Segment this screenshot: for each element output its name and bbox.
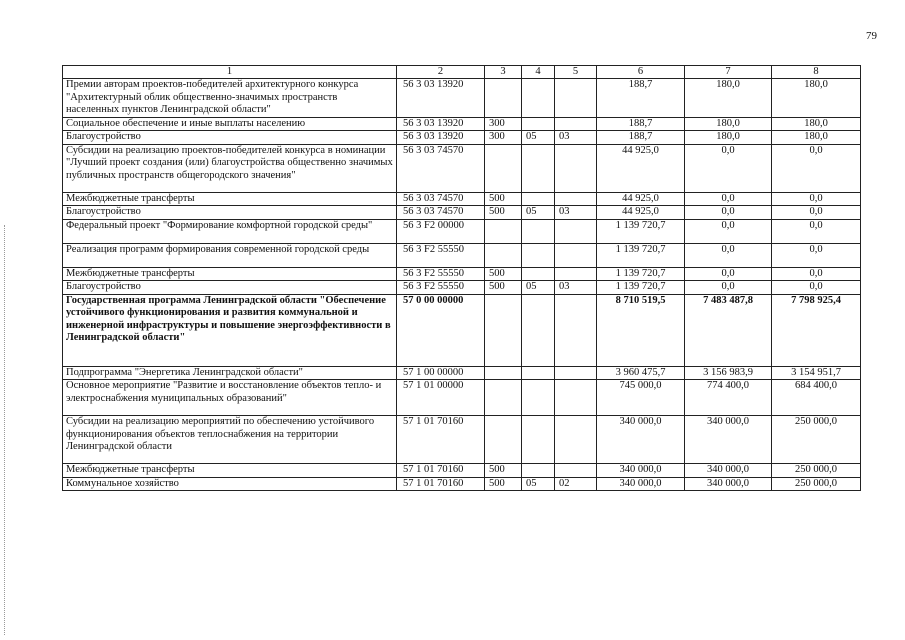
table-row: [63, 267, 861, 281]
row-value-6: 44 925,0: [597, 144, 685, 192]
row-value-7: 0,0: [685, 192, 772, 206]
row-name: Благоустройство: [63, 281, 397, 295]
page-number: 79: [866, 30, 877, 42]
row-subsection: [555, 267, 597, 281]
row-kind: [485, 416, 522, 464]
table-row: [63, 219, 861, 243]
row-subsection: 03: [555, 131, 597, 145]
row-value-6: 44 925,0: [597, 192, 685, 206]
row-value-8: 0,0: [772, 267, 861, 281]
row-section: 05: [522, 477, 555, 491]
table-row: [63, 206, 861, 220]
row-value-6: 8 710 519,5: [597, 294, 685, 366]
row-value-8: 3 154 951,7: [772, 366, 861, 380]
row-section: 05: [522, 281, 555, 295]
row-value-7: 774 400,0: [685, 380, 772, 416]
row-value-7: 0,0: [685, 267, 772, 281]
table-row: [63, 281, 861, 295]
row-name: Федеральный проект "Формирование комфортной городской среды": [63, 219, 397, 243]
row-section: [522, 294, 555, 366]
row-value-7: 0,0: [685, 206, 772, 220]
row-name: Благоустройство: [63, 131, 397, 145]
table-row: [63, 477, 861, 491]
row-section: [522, 416, 555, 464]
header-row: [63, 66, 861, 79]
row-code: 57 0 00 00000: [397, 294, 485, 366]
row-kind: 300: [485, 117, 522, 131]
row-value-6: 3 960 475,7: [597, 366, 685, 380]
row-value-7: 0,0: [685, 243, 772, 267]
row-value-8: 0,0: [772, 192, 861, 206]
row-kind: [485, 380, 522, 416]
row-value-6: 1 139 720,7: [597, 281, 685, 295]
row-code: 56 3 F2 55550: [397, 281, 485, 295]
row-value-7: 7 483 487,8: [685, 294, 772, 366]
row-kind: 500: [485, 267, 522, 281]
row-kind: [485, 144, 522, 192]
table-row: [63, 366, 861, 380]
row-kind: [485, 243, 522, 267]
row-code: 56 3 03 13920: [397, 131, 485, 145]
row-name: Коммунальное хозяйство: [63, 477, 397, 491]
column-header: 3: [485, 66, 522, 79]
table-row: [63, 117, 861, 131]
column-header: 8: [772, 66, 861, 79]
row-value-8: 0,0: [772, 243, 861, 267]
row-section: [522, 267, 555, 281]
row-section: [522, 464, 555, 478]
row-subsection: 03: [555, 206, 597, 220]
table-row: [63, 416, 861, 464]
row-section: [522, 144, 555, 192]
row-value-6: 745 000,0: [597, 380, 685, 416]
row-kind: 300: [485, 131, 522, 145]
row-section: [522, 219, 555, 243]
row-subsection: [555, 380, 597, 416]
row-name: Подпрограмма "Энергетика Ленинградской области": [63, 366, 397, 380]
row-section: [522, 117, 555, 131]
table-row: [63, 131, 861, 145]
row-section: [522, 79, 555, 118]
row-code: 56 3 F2 55550: [397, 267, 485, 281]
row-subsection: [555, 294, 597, 366]
row-name: Государственная программа Ленинградской области "Обеспечение устойчивого функционирования и развития коммунальной и инженерной инфраструктуры и повышение энергоэффективности в Ленинградской области": [63, 294, 397, 366]
table-body: [63, 79, 861, 491]
row-subsection: [555, 144, 597, 192]
row-subsection: [555, 243, 597, 267]
row-section: 05: [522, 131, 555, 145]
table-row: [63, 464, 861, 478]
row-code: 56 3 03 74570: [397, 144, 485, 192]
row-code: 56 3 03 74570: [397, 206, 485, 220]
row-value-7: 0,0: [685, 219, 772, 243]
row-code: 56 3 F2 00000: [397, 219, 485, 243]
row-code: 57 1 01 00000: [397, 380, 485, 416]
row-code: 57 1 01 70160: [397, 477, 485, 491]
budget-table: [62, 65, 861, 491]
column-header: 6: [597, 66, 685, 79]
row-value-6: 1 139 720,7: [597, 219, 685, 243]
column-header: 4: [522, 66, 555, 79]
row-name: Реализация программ формирования современной городской среды: [63, 243, 397, 267]
table-row: [63, 294, 861, 366]
row-kind: [485, 294, 522, 366]
row-value-8: 250 000,0: [772, 416, 861, 464]
row-value-7: 340 000,0: [685, 477, 772, 491]
row-value-6: 340 000,0: [597, 416, 685, 464]
row-kind: 500: [485, 464, 522, 478]
row-subsection: [555, 79, 597, 118]
row-kind: 500: [485, 281, 522, 295]
row-code: 57 1 01 70160: [397, 464, 485, 478]
row-section: [522, 192, 555, 206]
row-value-8: 250 000,0: [772, 464, 861, 478]
table-row: [63, 144, 861, 192]
table-row: [63, 192, 861, 206]
row-subsection: 03: [555, 281, 597, 295]
row-section: [522, 380, 555, 416]
row-value-6: 44 925,0: [597, 206, 685, 220]
row-subsection: [555, 366, 597, 380]
row-subsection: [555, 192, 597, 206]
column-header: 2: [397, 66, 485, 79]
row-value-6: 188,7: [597, 79, 685, 118]
row-code: 56 3 03 13920: [397, 117, 485, 131]
row-code: 57 1 00 00000: [397, 366, 485, 380]
row-name: Субсидии на реализацию проектов-победителей конкурса в номинации "Лучший проект создания (или) благоустройства общественно значимых публичных пространств общегородского значения": [63, 144, 397, 192]
row-name: Социальное обеспечение и иные выплаты населению: [63, 117, 397, 131]
row-name: Межбюджетные трансферты: [63, 464, 397, 478]
row-kind: 500: [485, 192, 522, 206]
row-value-8: 0,0: [772, 219, 861, 243]
row-value-6: 188,7: [597, 131, 685, 145]
row-subsection: [555, 464, 597, 478]
row-kind: [485, 366, 522, 380]
row-name: Премии авторам проектов-победителей архитектурного конкурса "Архитектурный облик общественно-значимых пространств населенных пунктов Ленинградской области": [63, 79, 397, 118]
row-value-8: 180,0: [772, 117, 861, 131]
row-subsection: [555, 117, 597, 131]
row-value-7: 180,0: [685, 131, 772, 145]
row-value-6: 1 139 720,7: [597, 243, 685, 267]
row-value-6: 1 139 720,7: [597, 267, 685, 281]
row-subsection: 02: [555, 477, 597, 491]
row-section: 05: [522, 206, 555, 220]
row-value-7: 340 000,0: [685, 416, 772, 464]
row-kind: 500: [485, 206, 522, 220]
row-code: 56 3 03 13920: [397, 79, 485, 118]
row-value-7: 3 156 983,9: [685, 366, 772, 380]
row-code: 56 3 F2 55550: [397, 243, 485, 267]
row-name: Межбюджетные трансферты: [63, 267, 397, 281]
row-value-8: 0,0: [772, 144, 861, 192]
table-row: [63, 243, 861, 267]
row-value-8: 250 000,0: [772, 477, 861, 491]
row-name: Межбюджетные трансферты: [63, 192, 397, 206]
row-name: Благоустройство: [63, 206, 397, 220]
row-section: [522, 243, 555, 267]
row-value-8: 0,0: [772, 206, 861, 220]
row-value-7: 0,0: [685, 281, 772, 295]
row-value-6: 188,7: [597, 117, 685, 131]
row-code: 56 3 03 74570: [397, 192, 485, 206]
row-value-8: 684 400,0: [772, 380, 861, 416]
column-header: 7: [685, 66, 772, 79]
table-row: [63, 79, 861, 118]
column-header: 5: [555, 66, 597, 79]
column-header: 1: [63, 66, 397, 79]
row-value-6: 340 000,0: [597, 464, 685, 478]
row-value-6: 340 000,0: [597, 477, 685, 491]
row-name: Субсидии на реализацию мероприятий по обеспечению устойчивого функционирования объектов теплоснабжения на территории Ленинградской области: [63, 416, 397, 464]
row-section: [522, 366, 555, 380]
row-value-7: 340 000,0: [685, 464, 772, 478]
row-value-7: 180,0: [685, 79, 772, 118]
row-value-7: 0,0: [685, 144, 772, 192]
margin-dotted-line: [4, 225, 7, 635]
row-code: 57 1 01 70160: [397, 416, 485, 464]
row-subsection: [555, 416, 597, 464]
table-row: [63, 380, 861, 416]
row-kind: 500: [485, 477, 522, 491]
row-kind: [485, 79, 522, 118]
row-kind: [485, 219, 522, 243]
row-name: Основное мероприятие "Развитие и восстановление объектов тепло- и электроснабжения муниципальных образований": [63, 380, 397, 416]
row-value-7: 180,0: [685, 117, 772, 131]
row-value-8: 180,0: [772, 131, 861, 145]
row-value-8: 0,0: [772, 281, 861, 295]
row-value-8: 7 798 925,4: [772, 294, 861, 366]
row-value-8: 180,0: [772, 79, 861, 118]
row-subsection: [555, 219, 597, 243]
